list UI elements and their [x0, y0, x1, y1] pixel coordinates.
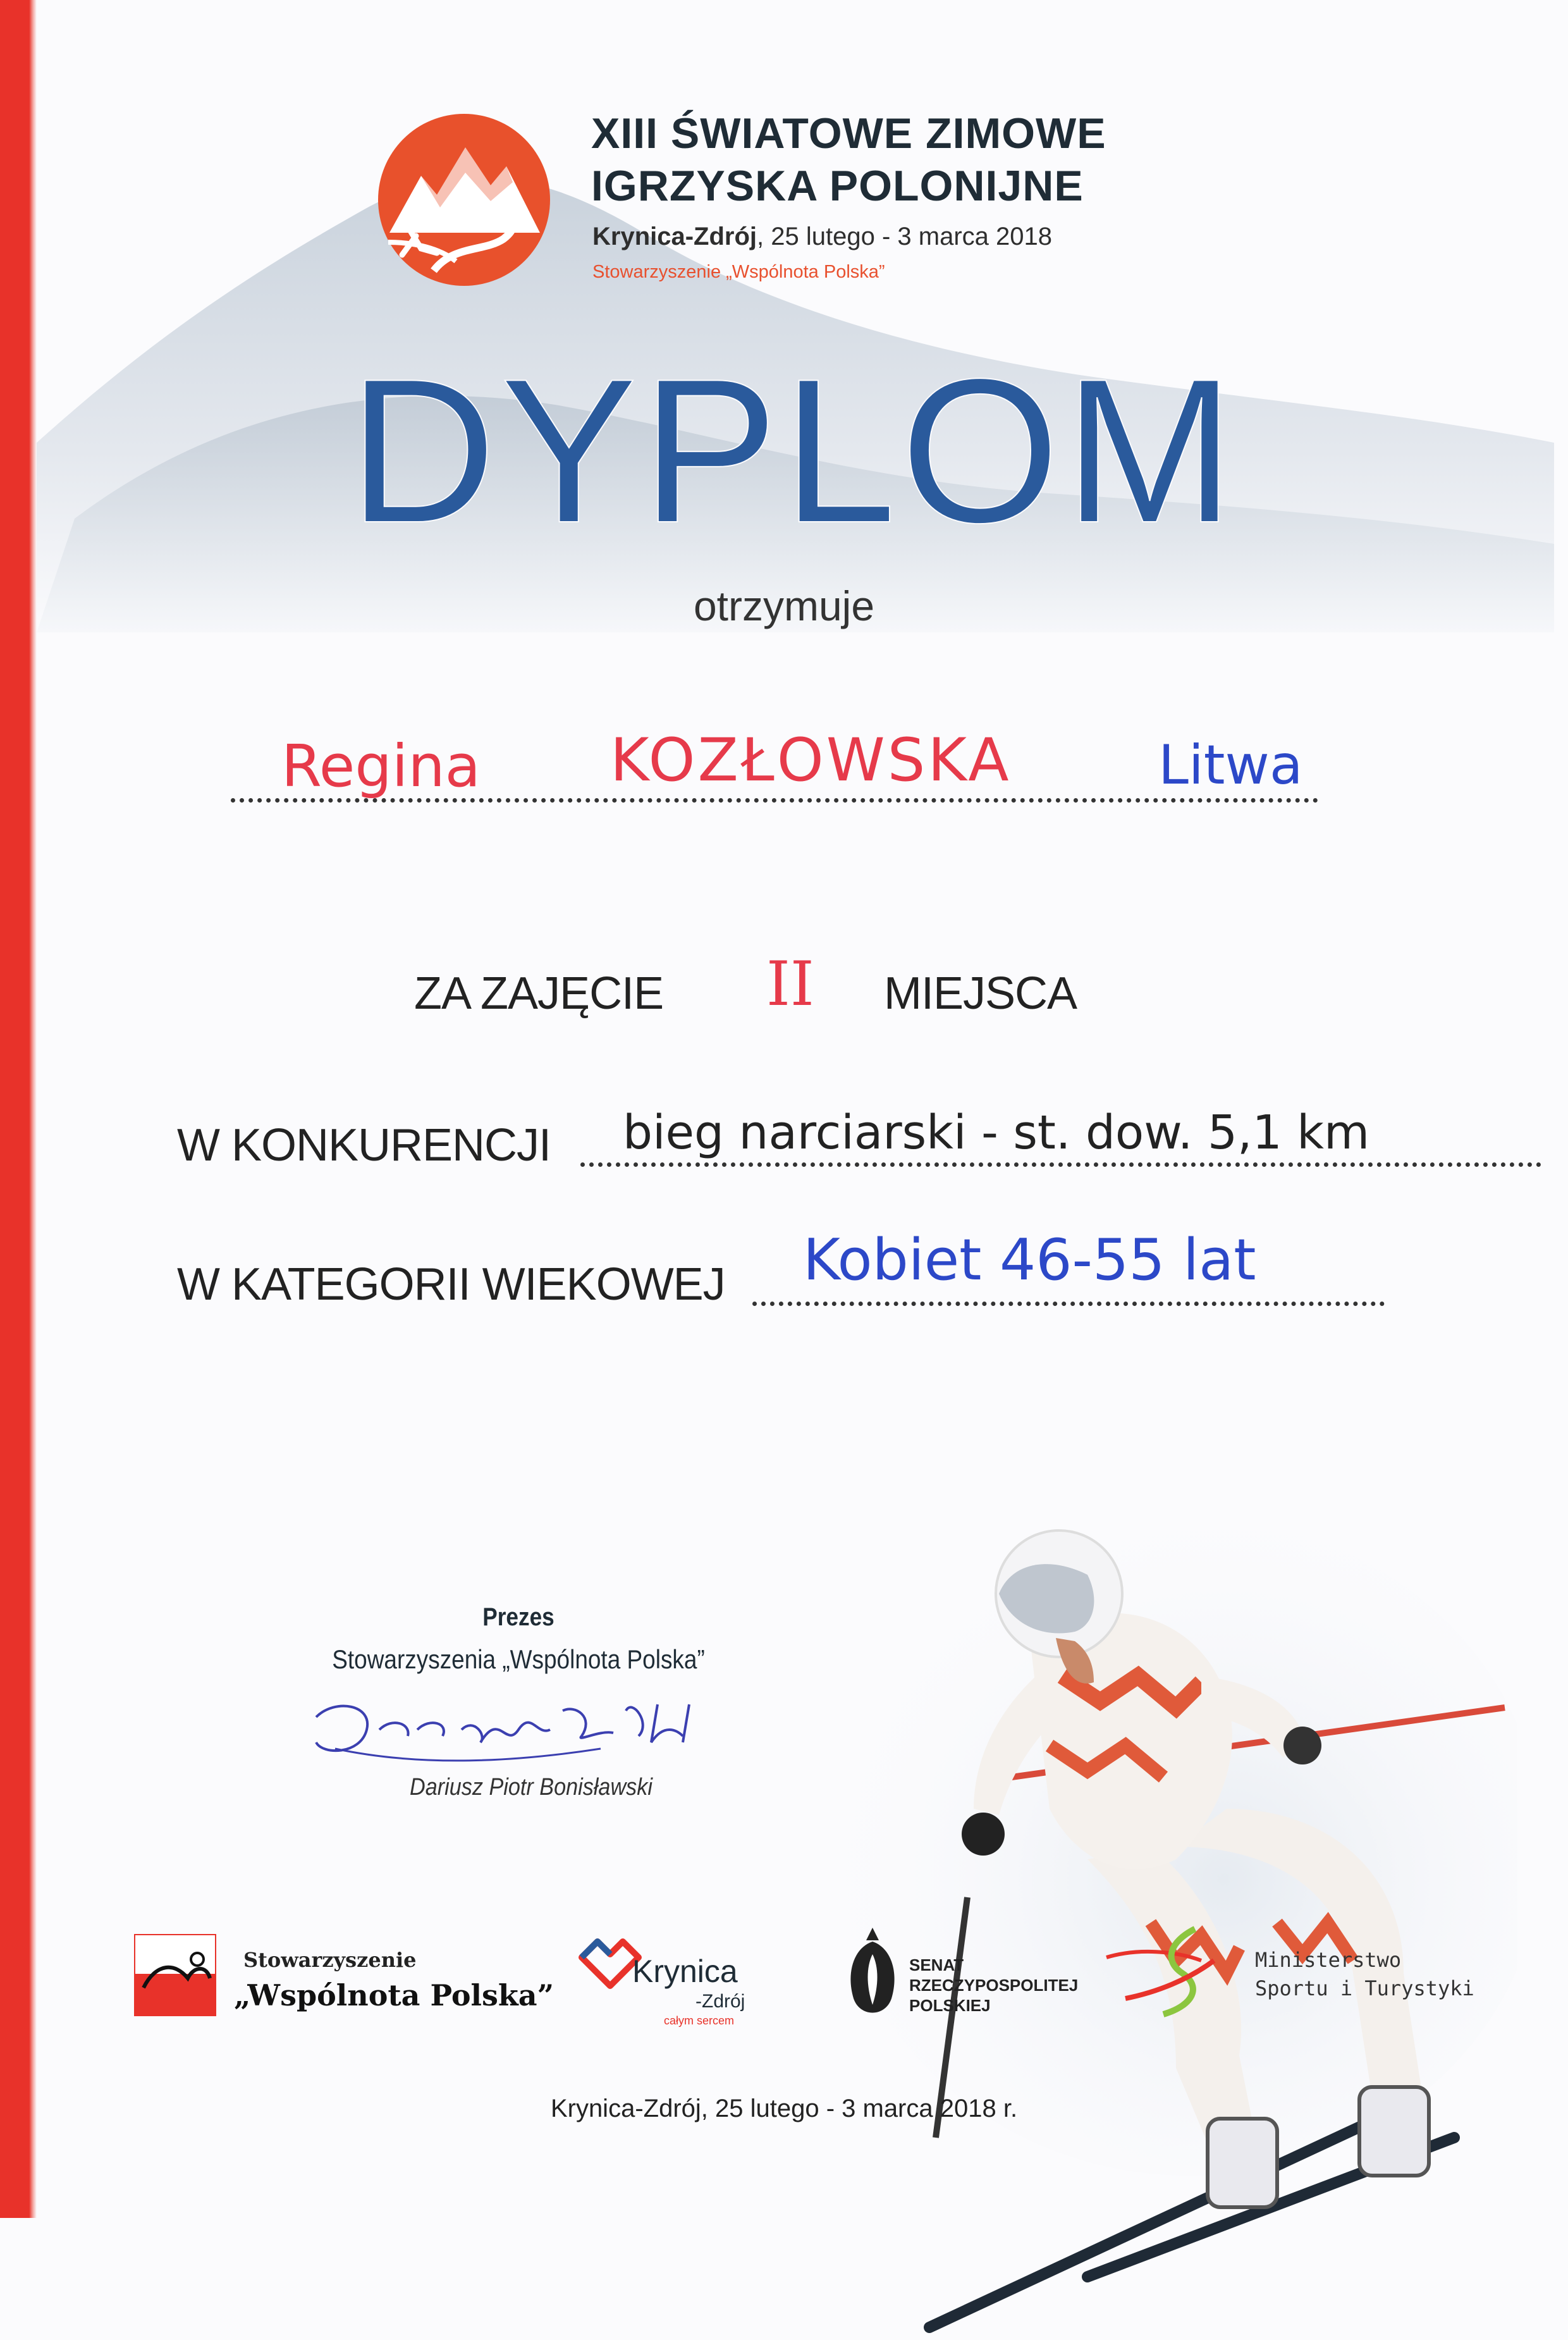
place-prefix: ZA ZAJĘCIE	[414, 968, 664, 1019]
wp-name-line2: „Wspólnota Polska”	[234, 1978, 554, 2012]
signature-organization: Stowarzyszenia „Wspólnota Polska”	[332, 1644, 705, 1674]
ministry-line1: Ministerstwo	[1255, 1948, 1402, 1972]
senat-line1: SENAT	[909, 1955, 964, 1974]
wp-name-line1: Stowarzyszenie	[243, 1948, 417, 1972]
place-value: II	[766, 949, 814, 1019]
age-category-value: Kobiet 46-55 lat	[803, 1227, 1256, 1293]
ministry-line2: Sportu i Turystyki	[1255, 1976, 1474, 2000]
senat-eagle-icon	[841, 1923, 904, 2030]
age-category-label: W KATEGORII WIEKOWEJ	[177, 1259, 725, 1310]
competition-label: W KONKURENCJI	[177, 1120, 551, 1171]
wspolnota-polska-logo	[134, 1934, 216, 2016]
games-logo	[377, 113, 551, 287]
krynica-name: Krynica	[632, 1954, 738, 1989]
document-title: DYPLOM	[348, 336, 1239, 565]
receives-label: otrzymuje	[693, 582, 875, 629]
senat-line3: POLSKIEJ	[909, 1996, 991, 2015]
event-title-line2: IGRZYSKA POLONIJNE	[591, 162, 1084, 210]
age-category-dotted-line	[752, 1302, 1385, 1306]
competition-dotted-line	[580, 1162, 1541, 1167]
krynica-tagline: całym sercem	[664, 2014, 735, 2027]
signature-title: Prezes	[482, 1603, 554, 1631]
event-title-line1: XIII ŚWIATOWE ZIMOWE	[591, 109, 1106, 157]
recipient-last-name: KOZŁOWSKA	[610, 726, 1012, 795]
skier-photo	[822, 1404, 1517, 2340]
krynica-sub: -Zdrój	[695, 1991, 745, 2012]
recipient-country: Litwa	[1158, 734, 1303, 797]
event-place-dates	[592, 223, 1052, 251]
signatory-name: Dariusz Piotr Bonisławski	[410, 1774, 652, 1801]
event-dates: , 25 lutego - 3 marca 2018	[757, 223, 1052, 250]
event-place: Krynica-Zdrój	[592, 223, 757, 250]
recipient-first-name: Regina	[281, 732, 481, 800]
event-organizer: Stowarzyszenie „Wspólnota Polska”	[592, 262, 885, 282]
ministry-logo-icon	[1100, 1923, 1227, 2017]
senat-line2: RZECZYPOSPOLITEJ	[909, 1976, 1079, 1995]
left-red-stripe	[0, 0, 37, 2218]
competition-value: bieg narciarski - st. dow. 5,1 km	[623, 1105, 1370, 1160]
place-suffix: MIEJSCA	[884, 968, 1077, 1019]
handwritten-signature	[297, 1673, 740, 1774]
footer-place-dates: Krynica-Zdrój, 25 lutego - 3 marca 2018 r.	[550, 2095, 1018, 2122]
